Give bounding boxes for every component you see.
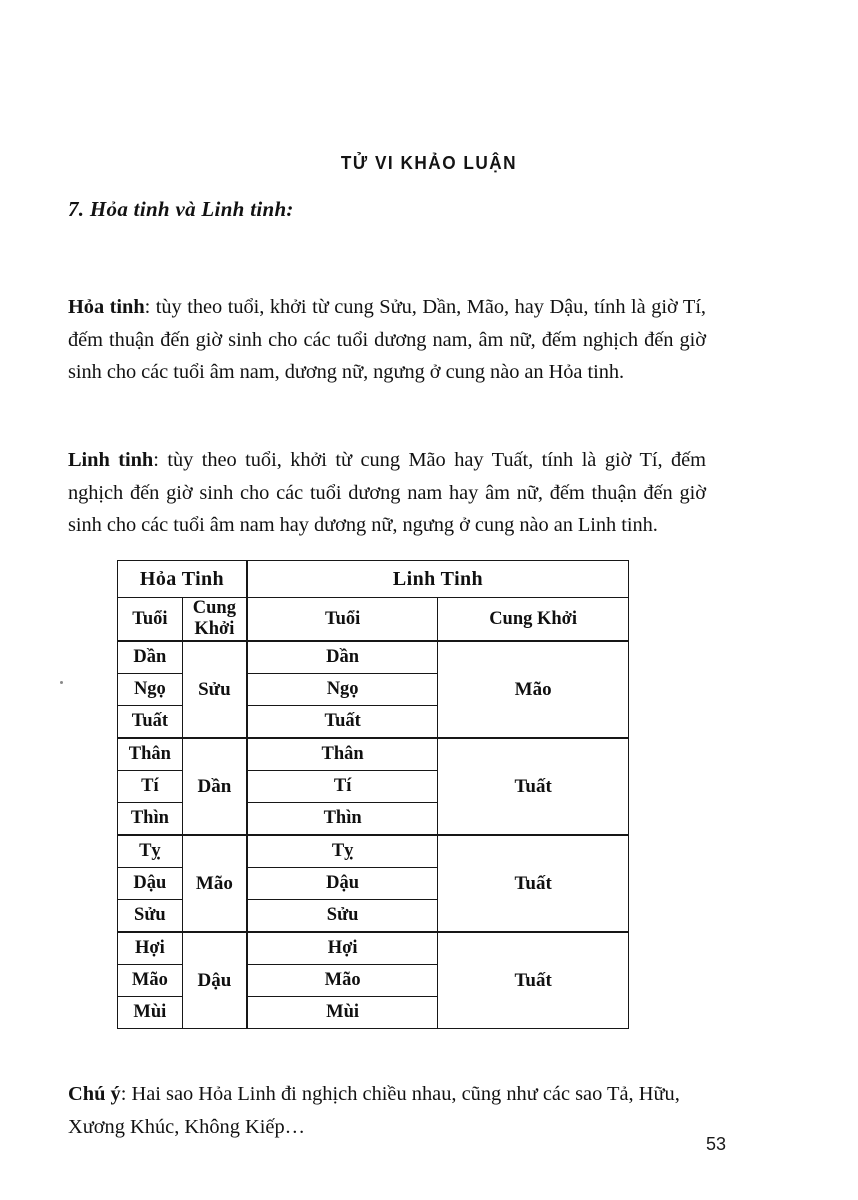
paragraph-hoa-tinh-lead: Hỏa tinh [68,296,145,319]
cell-tuoi-linh: Mão [247,965,438,997]
hoa-linh-tinh-table [117,560,629,1029]
cell-cung-khoi-hoa: Dần [182,738,247,835]
cell-tuoi-hoa: Hợi [118,932,183,965]
cell-tuoi-hoa: Thân [118,738,183,771]
cell-cung-khoi-hoa: Dậu [182,932,247,1029]
cell-tuoi-hoa: Dậu [118,868,183,900]
cell-tuoi-linh: Thân [247,738,438,771]
paragraph-hoa-tinh-body: : tùy theo tuổi, khởi từ cung Sửu, Dần, Mão, hay Dậu, tính là giờ Tí, đếm thuận đến giờ sinh cho các tuổi dương nam, âm nữ, đếm nghịch đến giờ sinh cho các tuổi âm nam, dương nữ, ngưng ở cung nào an Hỏa tinh. [68,296,706,383]
table-head [118,561,629,642]
cell-cung-khoi-linh: Tuất [438,738,629,835]
cell-tuoi-hoa: Tí [118,771,183,803]
section-heading: 7. Hỏa tinh và Linh tinh: [68,197,294,221]
cell-tuoi-hoa: Tỵ [118,835,183,868]
cell-tuoi-hoa: Mão [118,965,183,997]
cell-tuoi-linh: Sửu [247,900,438,933]
table-row [118,835,629,868]
paragraph-linh-tinh-body: : tùy theo tuổi, khởi từ cung Mão hay Tuất, tính là giờ Tí, đếm nghịch đến giờ sinh cho các tuổi dương nam hay âm nữ, đếm thuận đến giờ sinh cho các tuổi âm nam hay dương nữ, ngưng ở cung nào an Linh tinh. [68,449,706,536]
closing-note-body: : Hai sao Hỏa Linh đi nghịch chiều nhau, cũng như các sao Tả, Hữu, Xương Khúc, Không Kiếp… [68,1083,680,1138]
table-row [118,641,629,674]
cell-tuoi-hoa: Mùi [118,997,183,1029]
cell-tuoi-linh: Dậu [247,868,438,900]
cell-tuoi-linh: Dần [247,641,438,674]
paragraph-hoa-tinh [68,291,706,388]
cell-tuoi-linh: Tỵ [247,835,438,868]
group-header-linh-tinh: Linh Tinh [247,561,629,598]
cell-tuoi-linh: Tí [247,771,438,803]
cell-tuoi-hoa: Thìn [118,803,183,836]
cell-cung-khoi-linh: Tuất [438,835,629,932]
cell-cung-khoi-hoa: Mão [182,835,247,932]
cell-cung-khoi-linh: Mão [438,641,629,738]
table-column-header-row [118,598,629,642]
column-header-cung-khoi-hoa: Cung Khởi [182,598,247,642]
cell-tuoi-hoa: Tuất [118,706,183,739]
cell-tuoi-hoa: Sửu [118,900,183,933]
column-header-cung-khoi-linh: Cung Khởi [438,598,629,642]
cell-tuoi-linh: Ngọ [247,674,438,706]
cell-tuoi-linh: Hợi [247,932,438,965]
cell-tuoi-linh: Mùi [247,997,438,1029]
cell-tuoi-hoa: Ngọ [118,674,183,706]
cell-cung-khoi-hoa: Sửu [182,641,247,738]
scan-speck-artifact [60,681,63,684]
cell-tuoi-linh: Thìn [247,803,438,836]
cell-tuoi-hoa: Dần [118,641,183,674]
closing-note-lead: Chú ý [68,1083,121,1106]
page-number: 53 [706,1134,727,1154]
table-row [118,738,629,771]
table-body [118,641,629,1029]
group-header-hoa-tinh: Hỏa Tinh [118,561,248,598]
column-header-tuoi-hoa: Tuổi [118,598,183,642]
table-group-header-row [118,561,629,598]
cell-cung-khoi-linh: Tuất [438,932,629,1029]
paragraph-linh-tinh-lead: Linh tinh [68,449,154,472]
paragraph-linh-tinh [68,444,706,541]
running-head: TỬ VI KHẢO LUẬN [340,152,518,173]
cell-tuoi-linh: Tuất [247,706,438,739]
column-header-tuoi-linh: Tuổi [247,598,438,642]
closing-note [68,1078,710,1143]
table-row [118,932,629,965]
